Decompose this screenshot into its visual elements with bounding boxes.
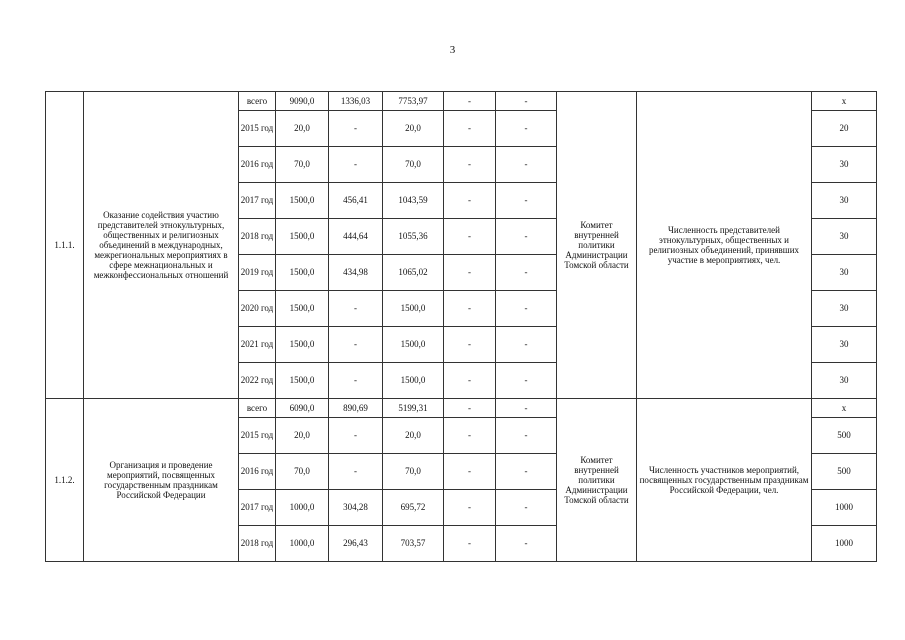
activity-name: Организация и проведение мероприятий, посвященных государственным праздникам Российской Федерации (84, 399, 239, 562)
total-funding-cell: 1500,0 (276, 219, 329, 255)
target-value-cell: 30 (812, 255, 877, 291)
period-cell: 2016 год (239, 147, 276, 183)
funding-cell: 1500,0 (383, 363, 444, 399)
indicator-cell: Численность участников мероприятий, посвященных государственным праздникам Российской Федерации, чел. (637, 399, 812, 562)
funding-cell: 434,98 (329, 255, 383, 291)
period-cell: 2017 год (239, 183, 276, 219)
target-value-cell: x (812, 92, 877, 111)
funding-cell: - (329, 291, 383, 327)
funding-cell: - (496, 490, 557, 526)
target-value-cell: 30 (812, 219, 877, 255)
total-funding-cell: 20,0 (276, 111, 329, 147)
funding-cell: 20,0 (383, 418, 444, 454)
funding-cell: - (496, 92, 557, 111)
activity-code: 1.1.2. (46, 399, 84, 562)
funding-cell: - (444, 92, 496, 111)
funding-cell: - (496, 111, 557, 147)
indicator-cell: Численность представителей этнокультурных, общественных и религиозных объединений, принявших участие в мероприятиях, чел. (637, 92, 812, 399)
funding-cell: 70,0 (383, 147, 444, 183)
funding-cell: 20,0 (383, 111, 444, 147)
funding-cell: 1065,02 (383, 255, 444, 291)
total-funding-cell: 1500,0 (276, 327, 329, 363)
period-cell: всего (239, 399, 276, 418)
funding-cell: 890,69 (329, 399, 383, 418)
total-funding-cell: 70,0 (276, 454, 329, 490)
funding-cell: - (496, 327, 557, 363)
funding-cell: 703,57 (383, 526, 444, 562)
funding-cell: - (496, 399, 557, 418)
funding-cell: 1500,0 (383, 327, 444, 363)
funding-cell: 5199,31 (383, 399, 444, 418)
funding-cell: - (444, 219, 496, 255)
period-cell: 2016 год (239, 454, 276, 490)
total-funding-cell: 1000,0 (276, 490, 329, 526)
target-value-cell: 30 (812, 183, 877, 219)
target-value-cell: 1000 (812, 490, 877, 526)
funding-cell: 1500,0 (383, 291, 444, 327)
funding-cell: 444,64 (329, 219, 383, 255)
total-funding-cell: 1500,0 (276, 183, 329, 219)
funding-cell: 1336,03 (329, 92, 383, 111)
target-value-cell: 30 (812, 363, 877, 399)
funding-cell: - (444, 490, 496, 526)
funding-cell: 456,41 (329, 183, 383, 219)
executor-cell: Комитет внутренней политики Администрации Томской области (557, 399, 637, 562)
period-cell: 2018 год (239, 219, 276, 255)
funding-cell: - (496, 363, 557, 399)
period-cell: 2019 год (239, 255, 276, 291)
funding-cell: - (496, 255, 557, 291)
funding-cell: - (496, 418, 557, 454)
funding-cell: - (496, 291, 557, 327)
funding-cell: - (444, 363, 496, 399)
funding-cell: - (444, 255, 496, 291)
funding-cell: 1043,59 (383, 183, 444, 219)
target-value-cell: 1000 (812, 526, 877, 562)
funding-cell: - (444, 183, 496, 219)
funding-cell: - (496, 526, 557, 562)
target-value-cell: 20 (812, 111, 877, 147)
total-funding-cell: 70,0 (276, 147, 329, 183)
funding-cell: 304,28 (329, 490, 383, 526)
funding-cell: - (329, 111, 383, 147)
period-cell: 2020 год (239, 291, 276, 327)
period-cell: 2015 год (239, 418, 276, 454)
target-value-cell: x (812, 399, 877, 418)
funding-cell: - (496, 454, 557, 490)
total-funding-cell: 9090,0 (276, 92, 329, 111)
total-funding-cell: 1500,0 (276, 291, 329, 327)
total-funding-cell: 1500,0 (276, 255, 329, 291)
funding-cell: - (329, 327, 383, 363)
funding-cell: - (329, 147, 383, 183)
funding-cell: - (444, 111, 496, 147)
activity-code: 1.1.1. (46, 92, 84, 399)
funding-cell: - (329, 418, 383, 454)
period-cell: 2015 год (239, 111, 276, 147)
period-cell: 2017 год (239, 490, 276, 526)
funding-cell: - (444, 291, 496, 327)
total-funding-cell: 1000,0 (276, 526, 329, 562)
total-funding-cell: 20,0 (276, 418, 329, 454)
target-value-cell: 500 (812, 418, 877, 454)
program-activities-table (45, 91, 877, 562)
funding-cell: 695,72 (383, 490, 444, 526)
funding-cell: - (444, 418, 496, 454)
page-number: 3 (449, 44, 456, 56)
activity-name: Оказание содействия участию представителей этнокультурных, общественных и религиозных объединений в международных, межрегиональных мероприятиях в сфере межнациональных и межконфессиональных отношений (84, 92, 239, 399)
funding-cell: - (329, 363, 383, 399)
funding-cell: 1055,36 (383, 219, 444, 255)
total-funding-cell: 6090,0 (276, 399, 329, 418)
table-row (46, 399, 877, 418)
total-funding-cell: 1500,0 (276, 363, 329, 399)
funding-cell: - (444, 399, 496, 418)
funding-cell: - (496, 219, 557, 255)
funding-cell: - (444, 327, 496, 363)
funding-cell: - (444, 526, 496, 562)
funding-cell: 296,43 (329, 526, 383, 562)
period-cell: 2022 год (239, 363, 276, 399)
funding-cell: 7753,97 (383, 92, 444, 111)
funding-cell: - (496, 147, 557, 183)
table-row (46, 92, 877, 111)
target-value-cell: 30 (812, 147, 877, 183)
target-value-cell: 500 (812, 454, 877, 490)
executor-cell: Комитет внутренней политики Администрации Томской области (557, 92, 637, 399)
period-cell: всего (239, 92, 276, 111)
funding-cell: 70,0 (383, 454, 444, 490)
funding-cell: - (444, 454, 496, 490)
target-value-cell: 30 (812, 291, 877, 327)
funding-cell: - (496, 183, 557, 219)
period-cell: 2018 год (239, 526, 276, 562)
funding-cell: - (444, 147, 496, 183)
period-cell: 2021 год (239, 327, 276, 363)
target-value-cell: 30 (812, 327, 877, 363)
funding-cell: - (329, 454, 383, 490)
